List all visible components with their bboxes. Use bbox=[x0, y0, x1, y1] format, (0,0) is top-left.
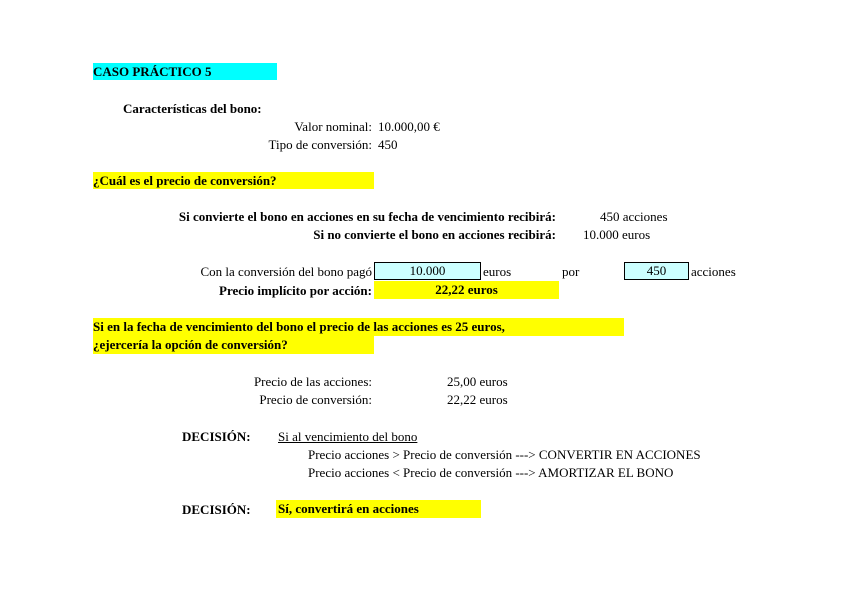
conversion-value: 450 bbox=[378, 137, 398, 152]
final-decision-label: DECISIÓN: bbox=[182, 502, 251, 517]
conversion-label: Tipo de conversión: bbox=[268, 137, 372, 152]
question-exercise-line1: Si en la fecha de vencimiento del bono el precio de las acciones es 25 euros, bbox=[93, 318, 624, 336]
rule-title: Si al vencimiento del bono bbox=[278, 429, 418, 444]
conv-price-label: Precio de conversión: bbox=[259, 392, 372, 407]
conv-price-value: 22,22 euros bbox=[447, 392, 508, 407]
shares-unit: acciones bbox=[691, 264, 736, 279]
shares-amount-cell: 450 bbox=[624, 262, 689, 280]
rule-amortize: Precio acciones < Precio de conversión ---> AMORTIZAR EL BONO bbox=[308, 465, 674, 480]
question-conversion-price: ¿Cuál es el precio de conversión? bbox=[93, 172, 374, 189]
case-title: CASO PRÁCTICO 5 bbox=[93, 63, 277, 80]
share-price-value: 25,00 euros bbox=[447, 374, 508, 389]
receive-shares-value: 450 acciones bbox=[600, 209, 668, 224]
paid-label: Con la conversión del bono pagó bbox=[200, 264, 372, 279]
rule-convert: Precio acciones > Precio de conversión ---> CONVERTIR EN ACCIONES bbox=[308, 447, 701, 462]
receive-euros-label: Si no convierte el bono en acciones recibirá: bbox=[313, 227, 556, 242]
nominal-value: 10.000,00 € bbox=[378, 119, 440, 134]
por-label: por bbox=[562, 264, 580, 279]
implicit-price-label: Precio implícito por acción: bbox=[219, 283, 372, 298]
final-decision-value: Sí, convertirá en acciones bbox=[276, 500, 481, 518]
nominal-label: Valor nominal: bbox=[294, 119, 372, 134]
question-exercise-line2: ¿ejercería la opción de conversión? bbox=[93, 336, 374, 354]
decision-label: DECISIÓN: bbox=[182, 429, 251, 444]
paid-unit: euros bbox=[483, 264, 512, 279]
bond-header: Características del bono: bbox=[123, 101, 262, 116]
receive-euros-value: 10.000 euros bbox=[583, 227, 651, 242]
receive-shares-label: Si convierte el bono en acciones en su fecha de vencimiento recibirá: bbox=[178, 209, 556, 224]
implicit-price-value: 22,22 euros bbox=[374, 281, 559, 299]
paid-amount-cell: 10.000 bbox=[374, 262, 481, 280]
share-price-label: Precio de las acciones: bbox=[253, 374, 372, 389]
